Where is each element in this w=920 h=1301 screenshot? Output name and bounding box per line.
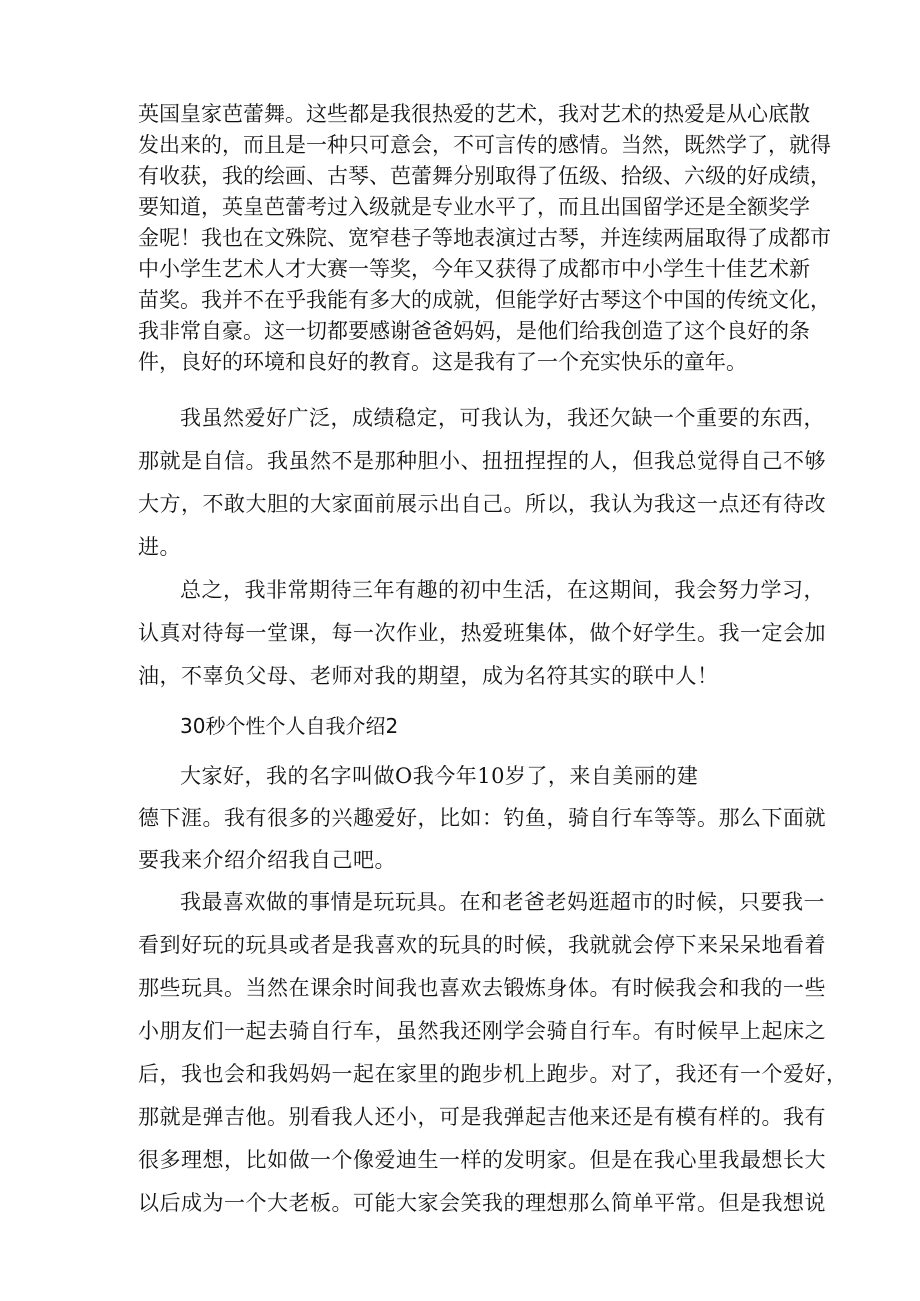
text-line: 大方，不敢大胆的大家面前展示出自己。所以，我认为我这一点还有待改 xyxy=(138,492,826,516)
text-line: 发出来的，而且是一种只可意会，不可言传的感情。当然，既然学了，就得 xyxy=(138,133,831,157)
text-line: 德下涯。我有很多的兴趣爱好，比如：钓鱼，骑自行车等等。那么下面就 xyxy=(138,806,826,830)
text-line: 要知道，英皇芭蕾考过入级就是专业水平了，而且出国留学还是全额奖学 xyxy=(138,195,810,219)
text-line: 中小学生艺术人才大赛一等奖，今年又获得了成都市中小学生十佳艺术新 xyxy=(138,257,810,281)
text-line: 有收获，我的绘画、古琴、芭蕾舞分别取得了伍级、拾级、六级的好成绩， xyxy=(138,164,831,188)
text-line: 苗奖。我并不在乎我能有多大的成就，但能学好古琴这个中国的传统文化， xyxy=(138,288,831,312)
text-line: 进。 xyxy=(138,535,181,559)
text-line: 总之，我非常期待三年有趣的初中生活，在这期间，我会努力学习， xyxy=(180,578,825,602)
text-line: 很多理想，比如做一个像爱迪生一样的发明家。但是在我心里我最想长大 xyxy=(138,1148,826,1172)
text-line: 我虽然爱好广泛，成绩稳定，可我认为，我还欠缺一个重要的东西， xyxy=(180,406,825,430)
text-line: 大家好，我的名字叫做O我今年10岁了，来自美丽的建 xyxy=(180,764,699,788)
text-line: 以后成为一个大老板。可能大家会笑我的理想那么简单平常。但是我想说 xyxy=(138,1191,826,1215)
text-line: 后，我也会和我妈妈一起在家里的跑步机上跑步。对了，我还有一个爱好， xyxy=(138,1062,848,1086)
text-line: 我非常自豪。这一切都要感谢爸爸妈妈，是他们给我创造了这个良好的条 xyxy=(138,319,810,343)
text-line: 那些玩具。当然在课余时间我也喜欢去锻炼身体。有时候我会和我的一些 xyxy=(138,976,826,1000)
text-line: 小朋友们一起去骑自行车，虽然我还刚学会骑自行车。有时候早上起床之 xyxy=(138,1019,826,1043)
text-line: 油，不辜负父母、老师对我的期望，成为名符其实的联中人！ xyxy=(138,664,719,688)
text-line: 件，良好的环境和良好的教育。这是我有了一个充实快乐的童年。 xyxy=(138,350,747,374)
text-line: 认真对待每一堂课，每一次作业，热爱班集体，做个好学生。我一定会加 xyxy=(138,621,826,645)
text-line: 要我来介绍介绍我自己吧。 xyxy=(138,848,396,872)
text-line: 看到好玩的玩具或者是我喜欢的玩具的时候，我就就会停下来呆呆地看着 xyxy=(138,933,826,957)
text-line: 金呢！我也在文殊院、宽窄巷子等地表演过古琴，并连续两届取得了成都市 xyxy=(138,226,831,250)
section-heading: 30秒个性个人自我介绍2 xyxy=(180,714,399,738)
text-line: 那就是自信。我虽然不是那种胆小、扭扭捏捏的人，但我总觉得自己不够 xyxy=(138,449,826,473)
text-line: 英国皇家芭蕾舞。这些都是我很热爱的艺术，我对艺术的热爱是从心底散 xyxy=(138,102,810,126)
text-line: 我最喜欢做的事情是玩玩具。在和老爸老妈逛超市的时候，只要我一 xyxy=(180,890,825,914)
text-line: 那就是弹吉他。别看我人还小，可是我弹起吉他来还是有模有样的。我有 xyxy=(138,1105,826,1129)
